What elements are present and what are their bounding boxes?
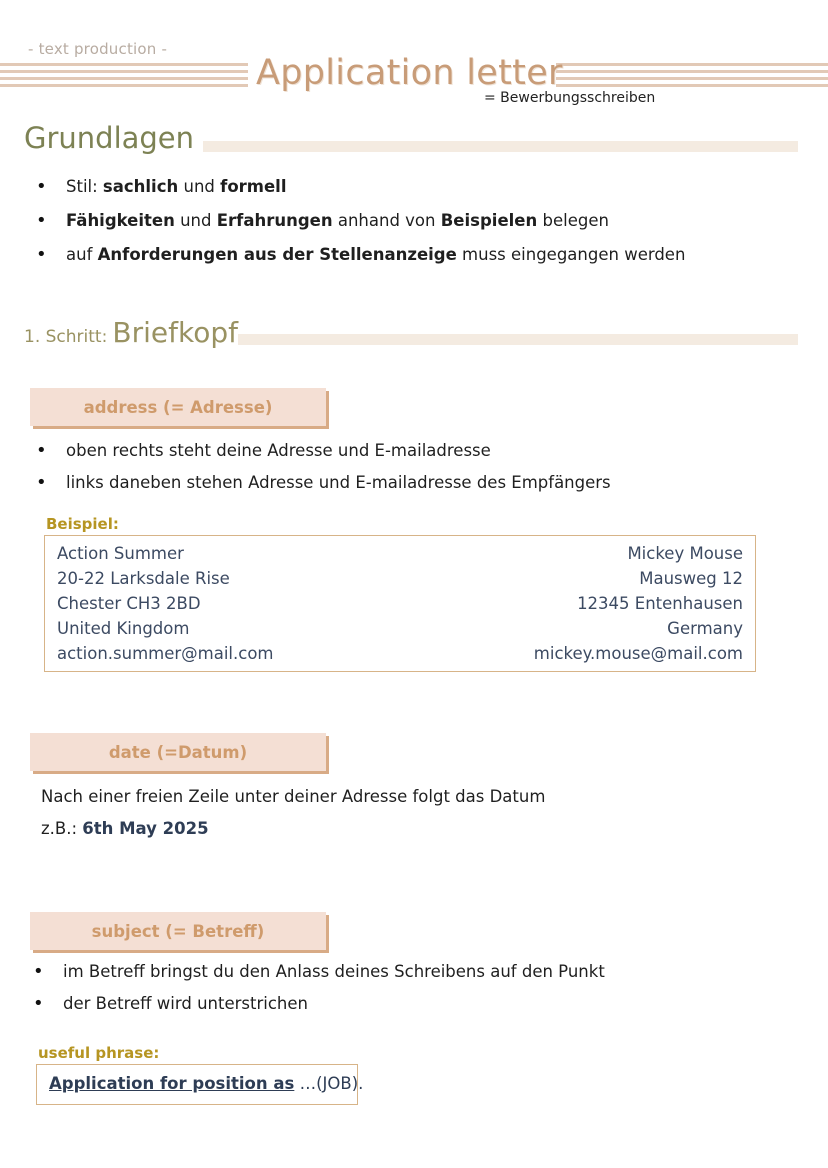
recipient-address: [534, 541, 743, 666]
tag-date: date (=Datum): [30, 733, 326, 771]
kicker-text: - text production -: [28, 40, 168, 58]
address-line: Germany: [667, 619, 743, 638]
address-line: 12345 Entenhausen: [577, 594, 743, 613]
example-label: Beispiel:: [46, 515, 119, 533]
address-example-box: [44, 535, 756, 672]
list-item: • oben rechts steht deine Adresse und E-mailadresse: [30, 440, 611, 472]
date-example: z.B.: 6th May 2025: [41, 819, 209, 838]
sender-address: [57, 541, 274, 666]
page-title: Application letter: [256, 53, 563, 93]
list-item: • der Betreff wird unterstrichen: [27, 993, 605, 1025]
address-line: Mausweg 12: [639, 569, 743, 588]
list-item: • links daneben stehen Adresse und E-mailadresse des Empfängers: [30, 472, 611, 504]
subject-list: [27, 961, 605, 1025]
address-line: Chester CH3 2BD: [57, 594, 201, 613]
header-lines-left: [0, 63, 248, 85]
list-item: • im Betreff bringst du den Anlass deines Schreibens auf den Punkt: [27, 961, 605, 993]
address-line: United Kingdom: [57, 619, 190, 638]
page-subtitle: = Bewerbungsschreiben: [484, 90, 656, 106]
list-item: • Stil: sachlich und formell: [30, 176, 685, 210]
list-item: • Fähigkeiten und Erfahrungen anhand von Beispielen belegen: [30, 210, 685, 244]
phrase-text: Application for position as …(JOB).: [49, 1074, 364, 1093]
phrase-label: useful phrase:: [38, 1044, 160, 1062]
date-text: Nach einer freien Zeile unter deiner Adresse folgt das Datum: [41, 787, 546, 806]
section-bar: [203, 141, 798, 152]
address-line: Action Summer: [57, 544, 184, 563]
address-line: mickey.mouse@mail.com: [533, 644, 743, 663]
address-list: [30, 440, 611, 504]
section-bar: [238, 334, 798, 345]
step-prefix: 1. Schritt:: [24, 327, 108, 347]
grundlagen-list: [30, 176, 685, 278]
section-title-grundlagen: Grundlagen: [24, 121, 195, 155]
address-line: action.summer@mail.com: [57, 644, 274, 663]
tag-subject: subject (= Betreff): [30, 912, 326, 950]
address-line: 20-22 Larksdale Rise: [57, 569, 230, 588]
section-title-step1: [24, 316, 238, 349]
header-lines-right: [556, 63, 828, 85]
phrase-link[interactable]: Application for position as: [49, 1074, 295, 1093]
address-line: Mickey Mouse: [627, 544, 743, 563]
date-value: 6th May 2025: [82, 819, 209, 838]
phrase-box: [36, 1064, 364, 1105]
list-item: • auf Anforderungen aus der Stellenanzeige muss eingegangen werden: [30, 244, 685, 278]
tag-address: address (= Adresse): [30, 388, 326, 426]
step-name: Briefkopf: [112, 316, 238, 349]
